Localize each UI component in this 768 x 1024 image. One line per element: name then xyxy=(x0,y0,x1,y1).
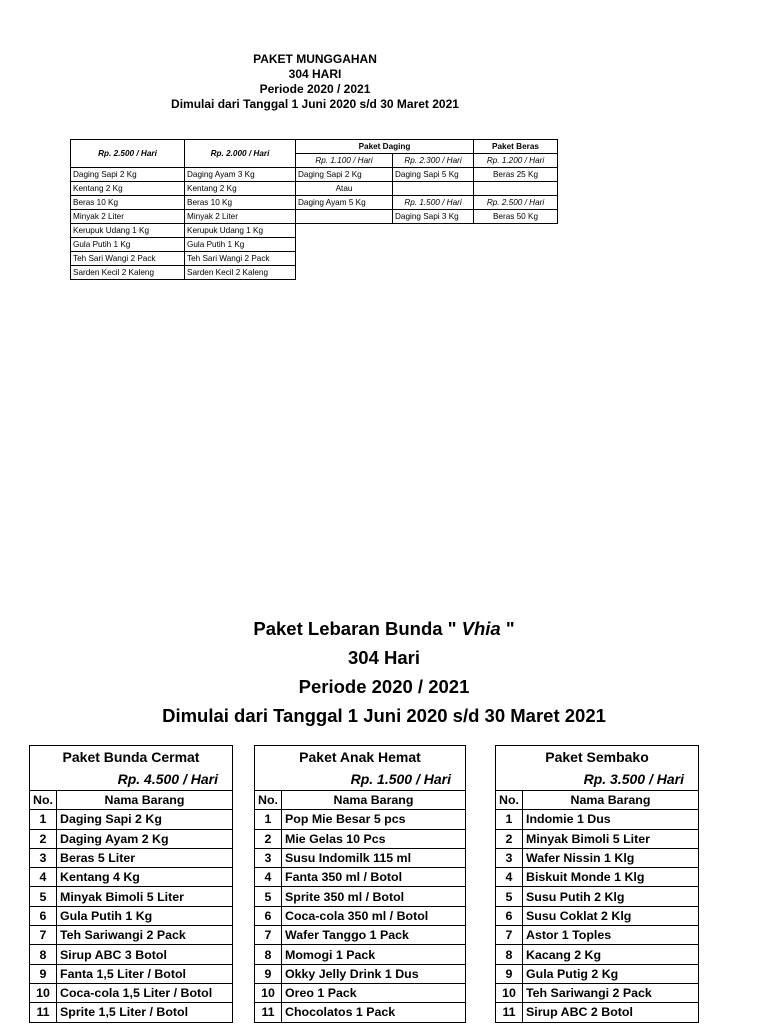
item-name: Pop Mie Besar 5 pcs xyxy=(282,810,466,829)
item-number: 1 xyxy=(255,810,282,829)
gap-cell xyxy=(233,868,255,887)
table-row xyxy=(30,906,699,925)
package-title: Paket Anak Hemat xyxy=(255,746,466,769)
gap-cell xyxy=(466,829,496,848)
table-row xyxy=(30,868,699,887)
col1-item: Teh Sari Wangi 2 Pack xyxy=(71,252,185,266)
col2-item: Minyak 2 Liter xyxy=(185,210,296,224)
item-name: Teh Sariwangi 2 Pack xyxy=(57,926,233,945)
item-name: Oreo 1 Pack xyxy=(282,983,466,1002)
beras-cell: Beras 25 Kg xyxy=(474,168,558,182)
munggahan-period: Periode 2020 / 2021 xyxy=(259,82,371,96)
daging-price-2: Rp. 2.300 / Hari xyxy=(393,154,474,168)
daging-cell: Daging Sapi 5 Kg xyxy=(393,168,474,182)
col1-price: Rp. 2.500 / Hari xyxy=(71,140,185,168)
item-number: 5 xyxy=(30,887,57,906)
col-header-no: No. xyxy=(30,791,57,810)
item-number: 10 xyxy=(30,983,57,1002)
item-name: Coca-cola 1,5 Liter / Botol xyxy=(57,983,233,1002)
package-price: Rp. 3.500 / Hari xyxy=(496,768,699,791)
gap-cell xyxy=(233,926,255,945)
item-name: Kentang 4 Kg xyxy=(57,868,233,887)
item-name: Sirup ABC 2 Botol xyxy=(523,1003,699,1022)
gap-cell xyxy=(233,964,255,983)
col-header-name: Nama Barang xyxy=(523,791,699,810)
table-row xyxy=(30,983,699,1002)
item-name: Beras 5 Liter xyxy=(57,848,233,867)
item-name: Mie Gelas 10 Pcs xyxy=(282,829,466,848)
item-number: 7 xyxy=(30,926,57,945)
item-number: 3 xyxy=(496,848,523,867)
gap-cell xyxy=(233,829,255,848)
beras-cell: Rp. 2.500 / Hari xyxy=(474,196,558,210)
item-name: Susu Coklat 2 Klg xyxy=(523,906,699,925)
item-name: Gula Putih 1 Kg xyxy=(57,906,233,925)
beras-price-1: Rp. 1.200 / Hari xyxy=(474,154,558,168)
gap-cell xyxy=(233,746,255,769)
col1-item: Beras 10 Kg xyxy=(71,196,185,210)
lebaran-dates: Dimulai dari Tanggal 1 Juni 2020 s/d 30 Maret 2021 xyxy=(162,705,606,726)
gap-cell xyxy=(466,906,496,925)
item-name: Minyak Bimoli 5 Liter xyxy=(57,887,233,906)
item-number: 9 xyxy=(30,964,57,983)
package-title: Paket Sembako xyxy=(496,746,699,769)
gap-cell xyxy=(466,768,496,791)
col-header-no: No. xyxy=(496,791,523,810)
table-row xyxy=(30,887,699,906)
item-name: Sirup ABC 3 Botol xyxy=(57,945,233,964)
col1-item: Sarden Kecil 2 Kaleng xyxy=(71,266,185,280)
col2-item: Kerupuk Udang 1 Kg xyxy=(185,224,296,238)
daging-cell: Daging Sapi 3 Kg xyxy=(393,210,474,224)
col1-item: Daging Sapi 2 Kg xyxy=(71,168,185,182)
beras-cell: Beras 50 Kg xyxy=(474,210,558,224)
table-row xyxy=(30,926,699,945)
gap-cell xyxy=(233,791,255,810)
col1-item: Minyak 2 Liter xyxy=(71,210,185,224)
gap-cell xyxy=(233,906,255,925)
item-number: 8 xyxy=(255,945,282,964)
gap-cell xyxy=(466,1003,496,1022)
daging-cell: Atau xyxy=(296,182,393,196)
item-number: 6 xyxy=(30,906,57,925)
item-number: 7 xyxy=(255,926,282,945)
item-number: 5 xyxy=(255,887,282,906)
col2-price: Rp. 2.000 / Hari xyxy=(185,140,296,168)
col-header-name: Nama Barang xyxy=(282,791,466,810)
gap-cell xyxy=(233,810,255,829)
lebaran-header xyxy=(0,614,768,730)
item-number: 1 xyxy=(496,810,523,829)
paket-daging-title: Paket Daging xyxy=(296,140,474,154)
item-number: 2 xyxy=(496,829,523,848)
item-name: Gula Putig 2 Kg xyxy=(523,964,699,983)
table-row xyxy=(30,1003,699,1022)
empty-cell xyxy=(393,182,474,196)
table-row xyxy=(30,829,699,848)
lebaran-title-name: Vhia xyxy=(456,618,506,639)
gap-cell xyxy=(466,746,496,769)
lebaran-days: 304 Hari xyxy=(348,647,420,668)
item-name: Wafer Tanggo 1 Pack xyxy=(282,926,466,945)
munggahan-title: PAKET MUNGGAHAN xyxy=(253,52,377,66)
item-number: 10 xyxy=(496,983,523,1002)
item-name: Coca-cola 350 ml / Botol xyxy=(282,906,466,925)
item-name: Biskuit Monde 1 Klg xyxy=(523,868,699,887)
item-number: 11 xyxy=(255,1003,282,1022)
gap-cell xyxy=(466,887,496,906)
item-number: 9 xyxy=(255,964,282,983)
item-number: 11 xyxy=(496,1003,523,1022)
item-name: Kacang 2 Kg xyxy=(523,945,699,964)
gap-cell xyxy=(466,926,496,945)
item-number: 4 xyxy=(496,868,523,887)
item-name: Minyak Bimoli 5 Liter xyxy=(523,829,699,848)
gap-cell xyxy=(233,887,255,906)
table-row xyxy=(30,945,699,964)
empty-cell xyxy=(296,210,393,224)
item-name: Astor 1 Toples xyxy=(523,926,699,945)
daging-cell: Daging Ayam 5 Kg xyxy=(296,196,393,210)
table-row xyxy=(30,848,699,867)
item-number: 8 xyxy=(496,945,523,964)
item-number: 3 xyxy=(30,848,57,867)
item-number: 7 xyxy=(496,926,523,945)
gap-cell xyxy=(466,945,496,964)
col2-item: Gula Putih 1 Kg xyxy=(185,238,296,252)
item-name: Susu Indomilk 115 ml xyxy=(282,848,466,867)
package-price: Rp. 4.500 / Hari xyxy=(30,768,233,791)
col2-item: Teh Sari Wangi 2 Pack xyxy=(185,252,296,266)
gap-cell xyxy=(466,810,496,829)
gap-cell xyxy=(466,848,496,867)
blank-area xyxy=(296,224,558,280)
gap-cell xyxy=(466,791,496,810)
item-number: 2 xyxy=(30,829,57,848)
gap-cell xyxy=(466,983,496,1002)
item-name: Momogi 1 Pack xyxy=(282,945,466,964)
item-number: 4 xyxy=(30,868,57,887)
col2-item: Sarden Kecil 2 Kaleng xyxy=(185,266,296,280)
item-name: Wafer Nissin 1 Klg xyxy=(523,848,699,867)
item-number: 5 xyxy=(496,887,523,906)
gap-cell xyxy=(233,1003,255,1022)
item-name: Okky Jelly Drink 1 Dus xyxy=(282,964,466,983)
munggahan-days: 304 HARI xyxy=(288,67,342,81)
lebaran-title xyxy=(0,614,768,643)
item-number: 11 xyxy=(30,1003,57,1022)
munggahan-table xyxy=(70,139,558,280)
item-name: Teh Sariwangi 2 Pack xyxy=(523,983,699,1002)
item-name: Sprite 1,5 Liter / Botol xyxy=(57,1003,233,1022)
daging-cell: Rp. 1.500 / Hari xyxy=(393,196,474,210)
col-header-no: No. xyxy=(255,791,282,810)
item-number: 10 xyxy=(255,983,282,1002)
item-number: 3 xyxy=(255,848,282,867)
item-name: Fanta 350 ml / Botol xyxy=(282,868,466,887)
item-number: 4 xyxy=(255,868,282,887)
lebaran-period: Periode 2020 / 2021 xyxy=(298,676,470,697)
col1-item: Gula Putih 1 Kg xyxy=(71,238,185,252)
table-row xyxy=(30,810,699,829)
lebaran-title-prefix: Paket Lebaran Bunda " xyxy=(253,618,457,639)
col2-item: Beras 10 Kg xyxy=(185,196,296,210)
empty-cell xyxy=(474,182,558,196)
item-name: Daging Sapi 2 Kg xyxy=(57,810,233,829)
gap-cell xyxy=(466,964,496,983)
item-number: 9 xyxy=(496,964,523,983)
item-number: 2 xyxy=(255,829,282,848)
item-number: 6 xyxy=(496,906,523,925)
item-name: Chocolatos 1 Pack xyxy=(282,1003,466,1022)
package-title: Paket Bunda Cermat xyxy=(30,746,233,769)
col1-item: Kerupuk Udang 1 Kg xyxy=(71,224,185,238)
gap-cell xyxy=(233,983,255,1002)
daging-price-1: Rp. 1.100 / Hari xyxy=(296,154,393,168)
gap-cell xyxy=(233,945,255,964)
munggahan-header xyxy=(60,52,570,112)
daging-cell: Daging Sapi 2 Kg xyxy=(296,168,393,182)
col1-item: Kentang 2 Kg xyxy=(71,182,185,196)
item-number: 8 xyxy=(30,945,57,964)
col2-item: Daging Ayam 3 Kg xyxy=(185,168,296,182)
table-row xyxy=(30,964,699,983)
item-name: Sprite 350 ml / Botol xyxy=(282,887,466,906)
item-number: 1 xyxy=(30,810,57,829)
col2-item: Kentang 2 Kg xyxy=(185,182,296,196)
item-name: Indomie 1 Dus xyxy=(523,810,699,829)
col-header-name: Nama Barang xyxy=(57,791,233,810)
gap-cell xyxy=(233,848,255,867)
item-number: 6 xyxy=(255,906,282,925)
lebaran-table xyxy=(29,745,699,1023)
gap-cell xyxy=(466,868,496,887)
lebaran-title-suffix: " xyxy=(505,618,515,639)
item-name: Susu Putih 2 Klg xyxy=(523,887,699,906)
paket-beras-title: Paket Beras xyxy=(474,140,558,154)
gap-cell xyxy=(233,768,255,791)
munggahan-dates: Dimulai dari Tanggal 1 Juni 2020 s/d 30 Maret 2021 xyxy=(171,97,459,111)
item-name: Daging Ayam 2 Kg xyxy=(57,829,233,848)
item-name: Fanta 1,5 Liter / Botol xyxy=(57,964,233,983)
package-price: Rp. 1.500 / Hari xyxy=(255,768,466,791)
